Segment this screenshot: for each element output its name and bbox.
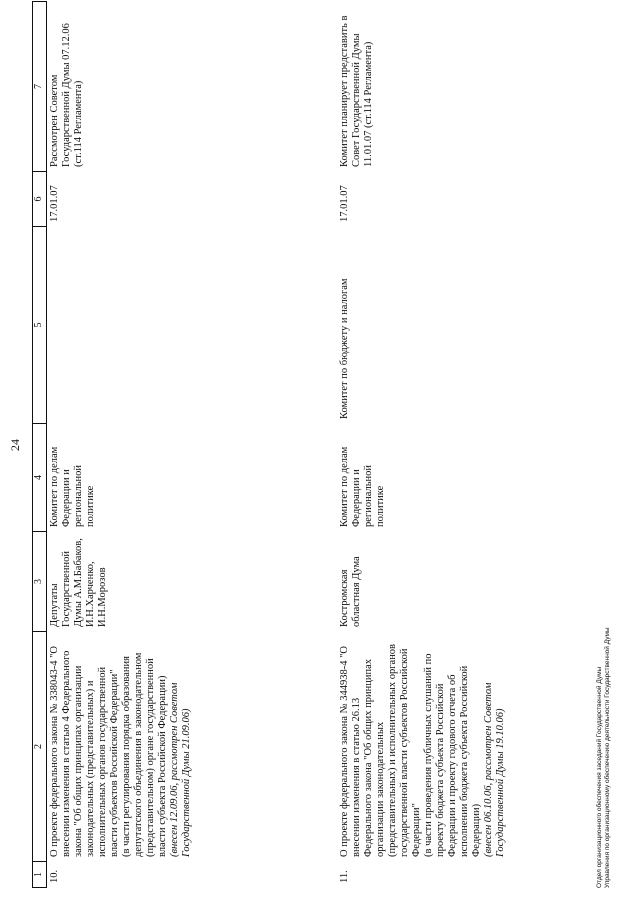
column-header-5: 5 <box>33 227 47 424</box>
bill-description-cell <box>47 632 337 862</box>
column-number-row <box>33 2 47 888</box>
column-header-4: 4 <box>33 424 47 532</box>
agenda-table <box>32 1 509 888</box>
bill-scope: (в части регулирования порядка образования депутатского объединения в законодательном (представительном) органе государственной власти субъекта Российской Федерации) <box>121 652 168 857</box>
column-header-1: 1 <box>33 862 47 888</box>
column-header-2: 2 <box>33 632 47 862</box>
table-row <box>337 2 509 888</box>
co-committee-cell <box>47 227 337 424</box>
co-committee-cell: Комитет по бюджету и налогам <box>338 278 350 419</box>
bill-note: (внесен 06.10.06, рассмотрен Советом Государственной Думы 19.10.06) <box>482 682 506 857</box>
column-header-6: 6 <box>33 172 47 227</box>
footer-line-1: Отдел организационного обеспечения заседаний Государственной Думы <box>596 666 603 888</box>
initiator-cell: Костромская областная Дума <box>338 556 362 627</box>
footer <box>596 627 612 888</box>
table-row <box>47 2 337 888</box>
row-number: 11. <box>338 870 350 883</box>
bill-title: О проекте федерального закона № 338043-4 "О внесении изменения в статью 4 Федерального закона "Об общих принципах организации законодательных (представительных) и исполнительных органов государственной власти субъектов Российской Федерации" <box>49 645 120 857</box>
status-cell: Рассмотрен Советом Государственной Думы 07.12.06 (ст.114 Регламента) <box>49 23 84 167</box>
page-number: 24 <box>8 439 22 451</box>
committee-cell: Комитет по делам Федерации и региональной политике <box>49 446 96 527</box>
row-number: 10. <box>49 869 60 883</box>
bill-scope: (в части проведения публичных слушаний по проекту бюджета субъекта Российской Федерации и проекту годового отчета об исполнении бюджета субъекта Российской Федерации) <box>422 653 482 857</box>
date-cell: 17.01.07 <box>338 185 350 222</box>
column-header-7: 7 <box>33 2 47 172</box>
footer-line-2: Управления по организационному обеспечению деятельности Государственной Думы <box>604 627 611 888</box>
status-cell: Комитет планирует представить в Совет Государственной Думы 11.01.07 (ст.114 Регламента) <box>338 15 374 167</box>
date-cell: 17.01.07 <box>49 185 60 222</box>
column-header-3: 3 <box>33 532 47 632</box>
bill-description-cell <box>337 632 509 862</box>
bill-note: (внесен 12.09.06, рассмотрен Советом Государственной Думы 21.09.06) <box>169 682 192 857</box>
initiator-cell: Депутаты Государственной Думы А.М.Бабаков, И.Н.Харченко, И.Н.Морозов <box>49 538 108 627</box>
committee-cell: Комитет по делам Федерации и региональной политике <box>338 446 386 527</box>
bill-title: О проекте федерального закона № 344938-4 "О внесении изменения в статью 26.13 Федерального закона "Об общих принципах организации законодательных (представительных) и исполнительных органов государственной власти субъектов Российской Федерации" <box>338 643 422 857</box>
